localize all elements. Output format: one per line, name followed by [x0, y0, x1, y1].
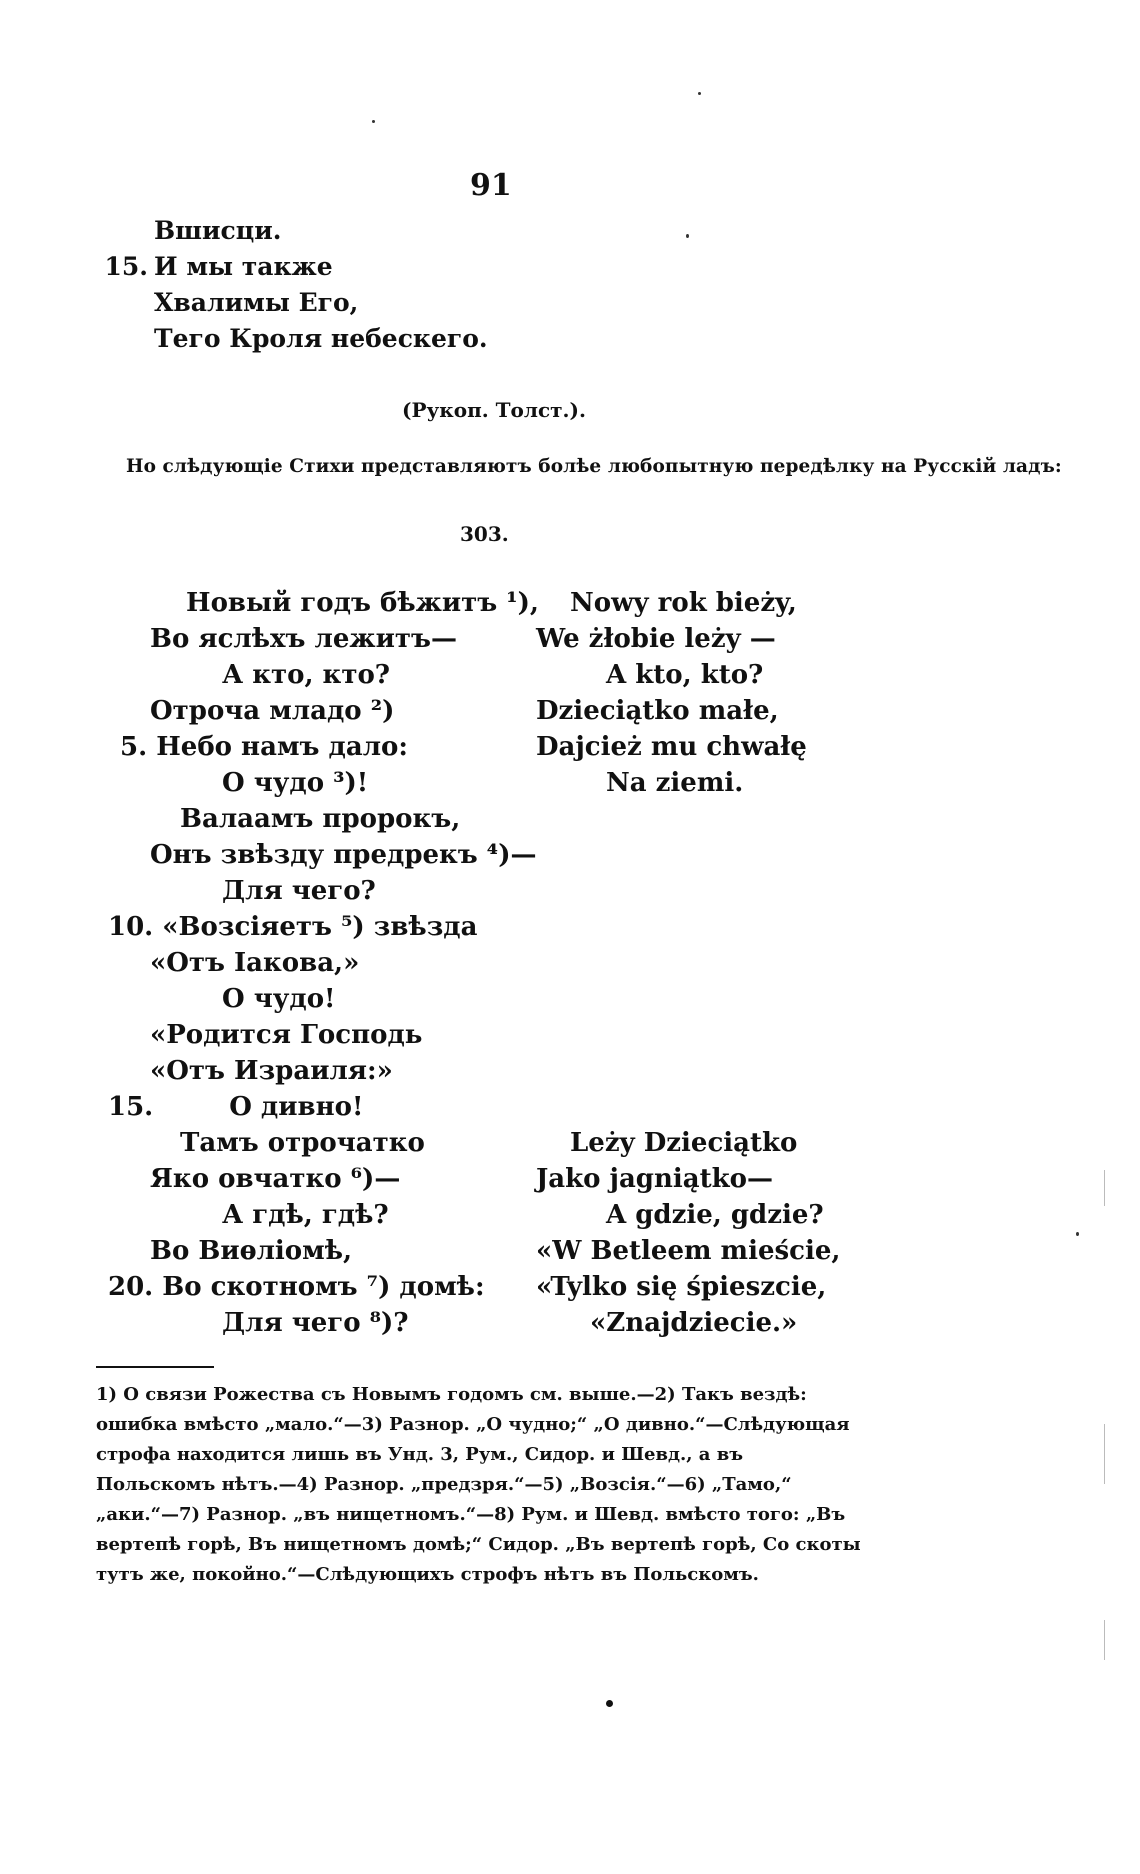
ink-speck — [1076, 1232, 1079, 1236]
line-text: Хвалимы Его, — [154, 288, 359, 317]
poem-number: 303. — [460, 522, 509, 546]
russian-line: Валаамъ пророкъ, — [180, 804, 461, 834]
line-text: «Возсіяетъ ⁵) звѣзда — [162, 912, 478, 942]
line-text: Тего Кроля небескего. — [154, 324, 488, 353]
russian-line — [108, 1092, 363, 1122]
russian-line: Для чего ⁸)? — [222, 1308, 409, 1338]
russian-line — [108, 912, 477, 942]
russian-line — [120, 732, 408, 762]
verse-line — [104, 288, 358, 318]
line-text: О дивно! — [229, 1092, 364, 1122]
russian-line: Онъ звѣзду предрекъ ⁴)— — [150, 840, 537, 870]
polish-line: Nowy rok bieży, — [570, 588, 797, 618]
footnote-text: 1) О связи Рожества съ Новымъ годомъ см. выше.—2) Такъ вездѣ: ошибка вмѣсто „мало.“—3) Разнор. „О чудно;“ „О дивно.“—Слѣдующая строфа находится лишь въ Унд. 3, Рум., Сидор. и Шевд., а въ Польскомъ нѣтъ.—4) Разнор. „предзря.“—5) „Возсія.“—6) „Тамо,“ „аки.“—7) Разнор. „въ нищетномъ.“—8) Рум. и Шевд. вмѣсто того: „Въ вертепѣ горѣ, Въ нищетномъ домѣ;“ Сидор. „Въ вертепѣ горѣ, Со скоты тутъ же, покойно.“—Слѣдующихъ строфъ нѣтъ въ Польскомъ. — [96, 1384, 861, 1585]
polish-line: «Znajdziecie.» — [590, 1308, 798, 1338]
polish-line: Dzieciątko małe, — [536, 696, 779, 726]
russian-line: А кто, кто? — [222, 660, 391, 690]
russian-line: Новый годъ бѣжитъ ¹), — [186, 588, 539, 618]
footnotes — [96, 1380, 866, 1590]
line-number: 20. — [108, 1272, 154, 1302]
verse-line — [104, 216, 281, 246]
russian-line: «Родится Господь — [150, 1020, 423, 1050]
russian-line: О чудо! — [222, 984, 336, 1014]
line-number: 10. — [108, 912, 154, 942]
russian-line: Для чего? — [222, 876, 376, 906]
russian-line: Во Виѳліомѣ, — [150, 1236, 353, 1266]
polish-line: Jako jagniątko— — [536, 1164, 773, 1194]
line-number: 15. — [104, 252, 148, 281]
line-text: Во скотномъ ⁷) домѣ: — [162, 1272, 485, 1302]
russian-line: О чудо ³)! — [222, 768, 369, 798]
russian-line: А гдѣ, гдѣ? — [222, 1200, 389, 1230]
polish-line: Dajcież mu chwałę — [536, 732, 807, 762]
russian-line: Тамъ отрочатко — [180, 1128, 425, 1158]
verse-line — [104, 252, 333, 282]
polish-line: A kto, kto? — [606, 660, 764, 690]
ink-speck — [698, 92, 701, 95]
footnote-rule — [96, 1366, 214, 1368]
line-text: Небо намъ дало: — [156, 732, 408, 762]
ink-speck — [372, 120, 375, 123]
source-note: (Рукоп. Толст.). — [402, 398, 586, 422]
scan-mark — [1104, 1170, 1105, 1206]
polish-line: «Tylko się śpieszcie, — [536, 1272, 827, 1302]
intro-line: Но слѣдующіе Стихи представляютъ болѣе любопытную передѣлку на Русскій ладъ: — [126, 456, 1062, 477]
scan-mark — [1104, 1620, 1105, 1660]
polish-line: «W Betleem mieście, — [536, 1236, 841, 1266]
line-text: Вшисци. — [154, 216, 282, 245]
scan-mark — [1104, 1424, 1105, 1484]
ink-speck — [686, 234, 689, 238]
line-number: 15. — [108, 1092, 154, 1122]
russian-line: Отроча младо ²) — [150, 696, 395, 726]
russian-line: Во яслѣхъ лежитъ— — [150, 624, 457, 654]
page-number: 91 — [470, 168, 512, 203]
line-text: И мы также — [154, 252, 333, 281]
verse-line — [104, 324, 488, 354]
russian-line: Яко овчатко ⁶)— — [150, 1164, 401, 1194]
russian-line — [108, 1272, 485, 1302]
ink-dot — [606, 1700, 613, 1707]
line-number: 5. — [120, 732, 148, 762]
polish-line: Na ziemi. — [606, 768, 744, 798]
russian-line: «Отъ Израиля:» — [150, 1056, 393, 1086]
polish-line: A gdzie, gdzie? — [606, 1200, 824, 1230]
russian-line: «Отъ Іакова,» — [150, 948, 360, 978]
polish-line: Leży Dzieciątko — [570, 1128, 798, 1158]
polish-line: We żłobie leży — — [536, 624, 776, 654]
